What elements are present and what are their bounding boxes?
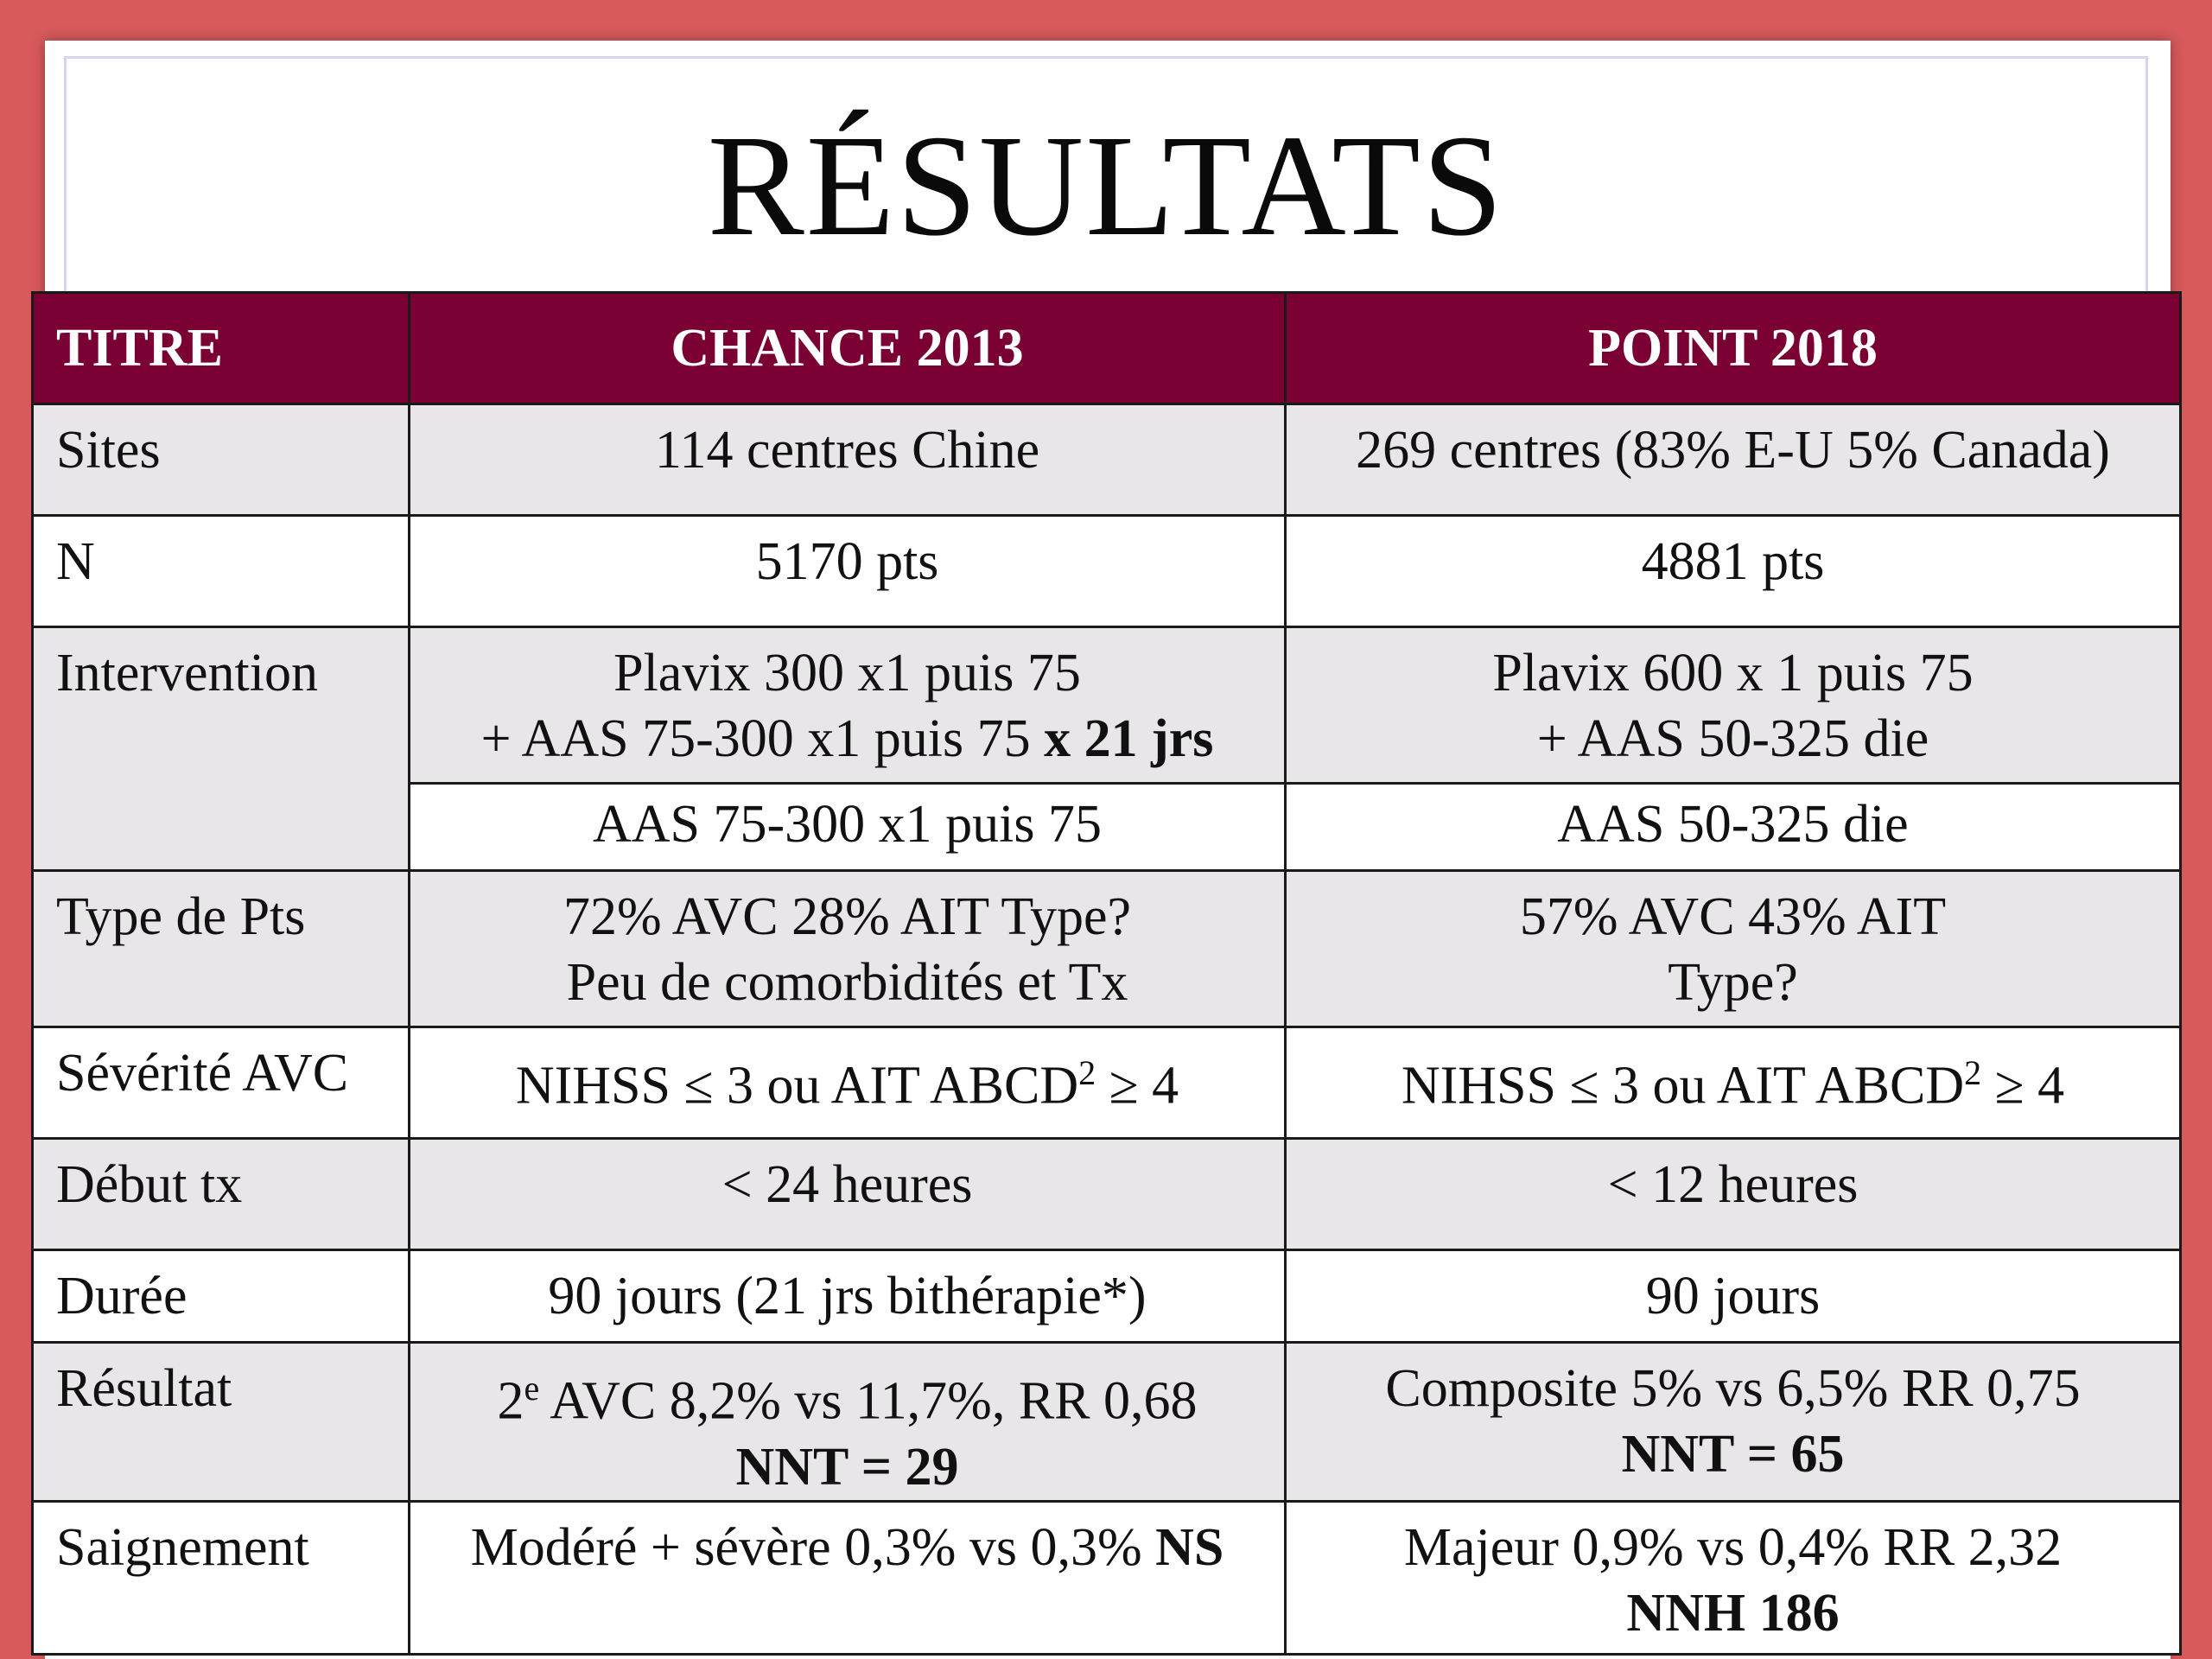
chance-text: ≥ 4 (1096, 1056, 1179, 1116)
row-debut (33, 1139, 2181, 1250)
chance-cell (410, 1501, 1286, 1654)
point-line: Type? (1668, 953, 1798, 1012)
point-cell (1286, 1501, 2181, 1654)
row-label: Début tx (33, 1139, 410, 1250)
chance-line: 72% AVC 28% AIT Type? (563, 887, 1131, 946)
chance-nnt: NNT = 29 (735, 1437, 959, 1497)
row-intervention (33, 627, 2181, 784)
header-titre: TITRE (33, 293, 410, 404)
point-line: Majeur 0,9% vs 0,4% RR 2,32 (1403, 1517, 2063, 1577)
chance-cell (410, 871, 1286, 1027)
point-text: ≥ 4 (1981, 1056, 2065, 1116)
chance-text: + AAS 75-300 x1 puis 75 (480, 709, 1031, 768)
point-cell: < 12 heures (1286, 1139, 2181, 1250)
row-sites (33, 404, 2181, 516)
point-line: Plavix 600 x 1 puis 75 (1492, 644, 1974, 702)
point-cell (1286, 627, 2181, 784)
point-cell (1286, 871, 2181, 1027)
chance-text: AVC 8,2% vs 11,7%, RR 0,68 (539, 1371, 1198, 1431)
superscript: e (524, 1369, 540, 1408)
row-resultat (33, 1343, 2181, 1502)
row-label: Type de Pts (33, 871, 410, 1027)
row-type-pts (33, 871, 2181, 1027)
chance-line (410, 1356, 1284, 1434)
row-label: N (33, 516, 410, 627)
chance-line: Peu de comorbidités et Tx (566, 953, 1128, 1012)
point-line: 57% AVC 43% AIT (1519, 887, 1947, 946)
results-table (31, 291, 2182, 1656)
chance-text: Modéré + sévère 0,3% vs 0,3% (470, 1517, 1156, 1577)
point-nnh: NNH 186 (1626, 1583, 1840, 1643)
chance-cell: 90 jours (21 jrs bithérapie*) (410, 1250, 1286, 1343)
point-nnt: NNT = 65 (1621, 1425, 1845, 1484)
point-cell: 269 centres (83% E-U 5% Canada) (1286, 404, 2181, 516)
superscript: 2 (1078, 1053, 1096, 1092)
chance-line: Plavix 300 x1 puis 75 (613, 644, 1081, 702)
point-cell (1286, 1343, 2181, 1502)
row-label: Sévérité AVC (33, 1027, 410, 1139)
chance-bold: NS (1155, 1517, 1224, 1577)
row-severite (33, 1027, 2181, 1139)
row-label: Saignement (33, 1501, 410, 1654)
header-point: POINT 2018 (1286, 293, 2181, 404)
chance-text: 2 (497, 1371, 524, 1431)
superscript: 2 (1964, 1053, 1982, 1092)
header-row (33, 293, 2181, 404)
row-label: Intervention (33, 627, 410, 871)
chance-text: NIHSS ≤ 3 ou AIT ABCD (515, 1056, 1079, 1116)
point-text: NIHSS ≤ 3 ou AIT ABCD (1401, 1056, 1965, 1116)
chance-cell: 114 centres Chine (410, 404, 1286, 516)
point-cell (1286, 1027, 2181, 1139)
point-cell: 4881 pts (1286, 516, 2181, 627)
point-line: Composite 5% vs 6,5% RR 0,75 (1385, 1359, 2081, 1418)
chance-cell (410, 1027, 1286, 1139)
row-label: Durée (33, 1250, 410, 1343)
header-chance: CHANCE 2013 (410, 293, 1286, 404)
chance-cell: < 24 heures (410, 1139, 1286, 1250)
row-n (33, 516, 2181, 627)
point-line: + AAS 50-325 die (1536, 709, 1929, 768)
slide-title: RÉSULTATS (707, 105, 1505, 266)
row-label: Résultat (33, 1343, 410, 1502)
chance-bold: x 21 jrs (1044, 709, 1214, 768)
chance-cell (410, 627, 1286, 784)
chance-cell: AAS 75-300 x1 puis 75 (410, 784, 1286, 871)
point-cell: 90 jours (1286, 1250, 2181, 1343)
row-duree (33, 1250, 2181, 1343)
chance-cell: 5170 pts (410, 516, 1286, 627)
row-label: Sites (33, 404, 410, 516)
chance-line (410, 706, 1284, 772)
row-saignement (33, 1501, 2181, 1654)
point-cell: AAS 50-325 die (1286, 784, 2181, 871)
chance-cell (410, 1343, 1286, 1502)
